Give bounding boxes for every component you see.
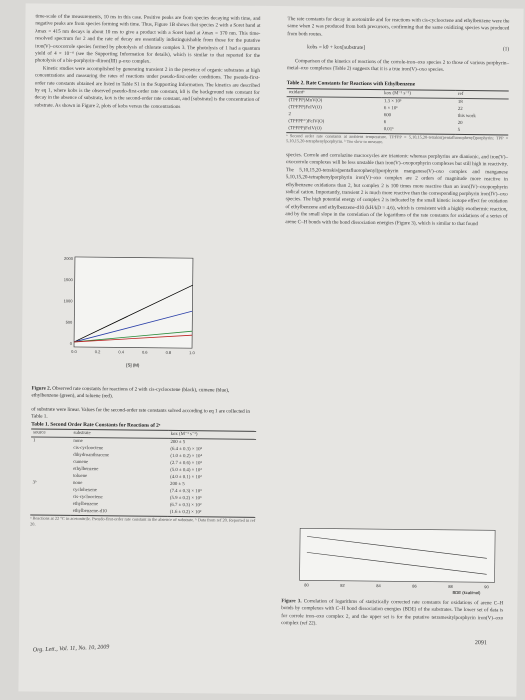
equation [307, 45, 509, 55]
x-tick-label: 88 [448, 583, 453, 589]
table-cell: cis-cyclooctene [72, 495, 103, 501]
body-paragraph: species. Corrole and corrolazine macrocycles are trianionic whereas porphyrins are dianionic, and iron(V)–oxocorrole complexes will be less unstable than iron(V)–oxoporphyrin complexes but still high in reactivity. The 5,10,15,20-tetrakis(pentafluorophenyl)porphyrin manganese(V)–oxo complex and manganese 5,10,15,20-tetraphenylporphyrin iron(V)–oxo complex are 2 orders of magnitude more reactive in ethylbenzene oxidations than 2, but complex 2 is 100 times more reactive than an iron(IV)–oxoporphyrin radical cation. Importantly, transient 2 is much more reactive than the corresponding porphyrin iron(IV)–oxo species. The high potential energy of complex 2 is indicated by the small kinetic isotope effect for oxidation of ethylbenzene and ethylbenzene-d10 (kH/kD = 4.6), which is consistent with a highly exothermic reaction, and by the small slope in the correlation of the logarithms of the rate constants for oxidations of a series of arene C–H bonds with the bond dissociation energies (Figure 3), which is similar to that found [285, 152, 509, 227]
x-tick-label: 0.6 [141, 349, 148, 355]
body-paragraph: of substrate were linear. Values for the second-order rate constants solved according to eq 1 are collected in Table 1. [31, 406, 250, 420]
figure-3-plot [281, 526, 504, 598]
caption-text: Correlation of logarithms of statistically corrected rate constants for oxidations of arene C–H bonds by complexes with C–H bond dissociation energies (BDE) of the substrates. The lower set of data is for corrole iron–oxo complex 2, and the upper set is for the putative tetramesitylporphyrin iron(V)–oxo complex (ref 22). [281, 598, 504, 627]
caption-label: Figure 2. [31, 385, 52, 392]
table-cell: cyclohexene [72, 488, 97, 494]
table-cell: (TPFPP)FeIV(O) [288, 105, 322, 111]
y-tick-label: 1000 [63, 298, 73, 304]
table-cell: (6.4 ± 0.3) × 10³ [170, 447, 203, 453]
table-cell: toluene [73, 474, 88, 480]
table-cell: 18 [457, 99, 463, 105]
table-cell: ethylbenzene [73, 467, 99, 473]
x-tick-label: 0.8 [165, 349, 172, 355]
y-tick-label: 500 [65, 319, 73, 325]
caption-text: Observed rate constants for reactions of 2 with cis-cyclooctene (black), cumene (blue), ethylbenzene (green), and toluene (red). [31, 385, 230, 400]
table-cell [30, 508, 70, 516]
table-cell: dihydroanthracene [73, 453, 110, 459]
table-header: ref [456, 90, 509, 99]
equation-text: kobs = k0 + kox[substrate] [307, 44, 366, 52]
table-cell: (TPFPP)MnV(O) [288, 98, 323, 104]
table-2-footnote: ᵃ Second order rate constants at ambient temperature. TPFPP = 5,10,15,20-tetrakis(pentafluorophenyl)porphyrin; TPP = 5,10,15,20-tetraphenylporphyrin. ᵇ Too slow to measure. [286, 132, 509, 145]
table-cell: 5 [456, 127, 509, 135]
equation-number: (1) [502, 46, 510, 53]
table-cell: ethylbenzene [72, 502, 99, 508]
x-tick-label: 0.2 [94, 349, 101, 355]
x-tick-label: 90 [484, 584, 489, 590]
table-cell: none [72, 481, 83, 487]
table-cell: 0.01ᵇ [382, 126, 456, 134]
table-cell: 6 × 10¹ [383, 106, 398, 112]
journal-page [18, 3, 523, 696]
table-cell: 200 ± 5 [170, 440, 186, 446]
table-cell: none [73, 439, 83, 445]
table-cell: 1.3 × 10³ [383, 99, 402, 105]
caption-label: Figure 3. [281, 598, 302, 605]
table-cell: (5.9 ± 0.2) × 10³ [169, 496, 202, 502]
x-axis-label: [S] (M) [126, 362, 140, 368]
table-cell: ethylbenzene-d10 [71, 508, 168, 517]
table-cell: 2 [288, 112, 291, 118]
table-cell: 6 [383, 120, 387, 126]
table-cell: (1.0 ± 0.2) × 10⁴ [170, 454, 203, 460]
x-tick-label: 82 [340, 582, 345, 588]
table-header: substrate [71, 430, 168, 439]
right-column [285, 16, 509, 228]
x-tick-label: 0.0 [71, 348, 77, 354]
table-cell: 200 ± 5 [170, 482, 185, 488]
table-cell: this work [457, 113, 476, 119]
table-1-grid [30, 429, 256, 518]
table-2-caption: Table 2. Rate Constants for Reactions with Ethylbenzene [286, 80, 416, 88]
x-tick-label: 84 [376, 583, 381, 589]
table-cell: 600 [383, 113, 392, 119]
body-paragraph: time-scale of the measurements, 10 ms in this case. Positive peaks are from species decaying with time, and negative peaks are from species forming with time. Thus, Figure 1B shows that species 2 with a Soret band at λmax = 415 nm decays in about 10 ms to give a product with a Soret band at λmax = 370 nm. This time-resolved spectrum for 2 and the rate of decay are essentially indistinguishable from those for the putative iron(V)–oxocorrole species formed by photolysis of chlorate complex 3. The photolysis of 1 had a quantum yield of 4 × 10⁻⁴ (see the Supporting Information for details), which is similar to that reported for the photolysis of a bis-porphyrin–diiron(III) μ-oxo complex. [34, 13, 261, 66]
table-1 [30, 421, 256, 529]
table-cell: (2.7 ± 0.6) × 10³ [170, 461, 202, 467]
table-1-footnote: ᵃ Reactions at 22 °C in acetonitrile. Pseudo-first-order rate constant in the absence of substrate. ᵇ Data from ref 20. Reported in ref 20. [30, 515, 256, 527]
body-paragraph: Kinetic studies were accomplished by generating transient 2 in the presence of organic substrates at high concentrations and measuring the rates of reactions under pseudo-first-order conditions. The pseudo-first-order rate constants obtained are listed in Table S1 in the Supporting Information. The kinetics are described by eq 1, where kobs is the observed pseudo-first-order rate constant, k0 is the background rate constant for decay in the absence of substrate, kox is the second-order rate constant, and [substrate] is the concentration of substrate. As shown in Figure 2, plots of kobs versus the concentrations [34, 65, 260, 110]
y-tick-label: 2000 [64, 255, 73, 261]
table-cell: cis-cyclooctene [73, 446, 104, 452]
table-cell: (5.0 ± 0.4) × 10² [170, 468, 202, 474]
x-tick-label: 80 [304, 582, 309, 588]
table-cell: 20 [457, 120, 463, 126]
table-2-grid [286, 88, 508, 135]
table-1-caption: Table 1. Second Order Rate Constants for Reactions of 2ᵃ [31, 421, 161, 429]
table-cell: (1.6 ± 0.2) × 10² [168, 509, 256, 517]
x-tick-label: 0.4 [118, 349, 124, 355]
body-paragraph: Comparison of the kinetics of reactions of the corrole-iron–oxo species 2 to those of various porphyrin–metal–oxo complexes (Table 2) suggests that it is a true iron(V)–oxo species. [286, 57, 510, 73]
figure-2-caption [31, 385, 256, 423]
table-cell: 1 [33, 438, 36, 444]
table-header: source [31, 429, 71, 437]
table-cell: 22 [457, 106, 463, 112]
table-cell: (4.0 ± 0.1) × 10² [170, 475, 202, 481]
table-header: oxidantᵃ [287, 88, 382, 97]
table-cell: (6.7 ± 0.3) × 10² [169, 503, 202, 509]
table-header: kox (M⁻¹ s⁻¹) [169, 431, 257, 440]
table-cell: (7.4 ± 0.3) × 10³ [169, 489, 202, 495]
body-paragraph: The rate constants for decay in acetonitrile and for reactions with cis-cyclooctene and ethylbenzene were the same when 2 was produced from both precursors, confirming that the same oxidizing species was produced from both routes. [287, 16, 510, 38]
figure-3-caption [281, 598, 503, 630]
x-tick-label: 1.0 [189, 350, 195, 356]
table-cell: (TPFPP)FeIV(O) [286, 125, 381, 133]
table-cell: 3ᵇ [32, 480, 37, 486]
y-tick-label: 0 [69, 340, 73, 346]
page-number: 2091 [474, 640, 487, 647]
table-header: kox (M⁻¹ s⁻¹) [382, 89, 456, 98]
x-tick-label: 86 [412, 583, 417, 589]
x-axis-label: BDE (kcal/mol) [452, 589, 481, 596]
left-column [35, 14, 261, 113]
journal-reference: Org. Lett., Vol. 11, No. 10, 2009 [32, 644, 110, 654]
y-tick-label: 1500 [63, 277, 73, 283]
table-cell: (TPFPP⁺)FeIV(O) [288, 119, 325, 125]
table-cell: cumene [73, 460, 89, 466]
figure-2-plot [52, 254, 203, 371]
